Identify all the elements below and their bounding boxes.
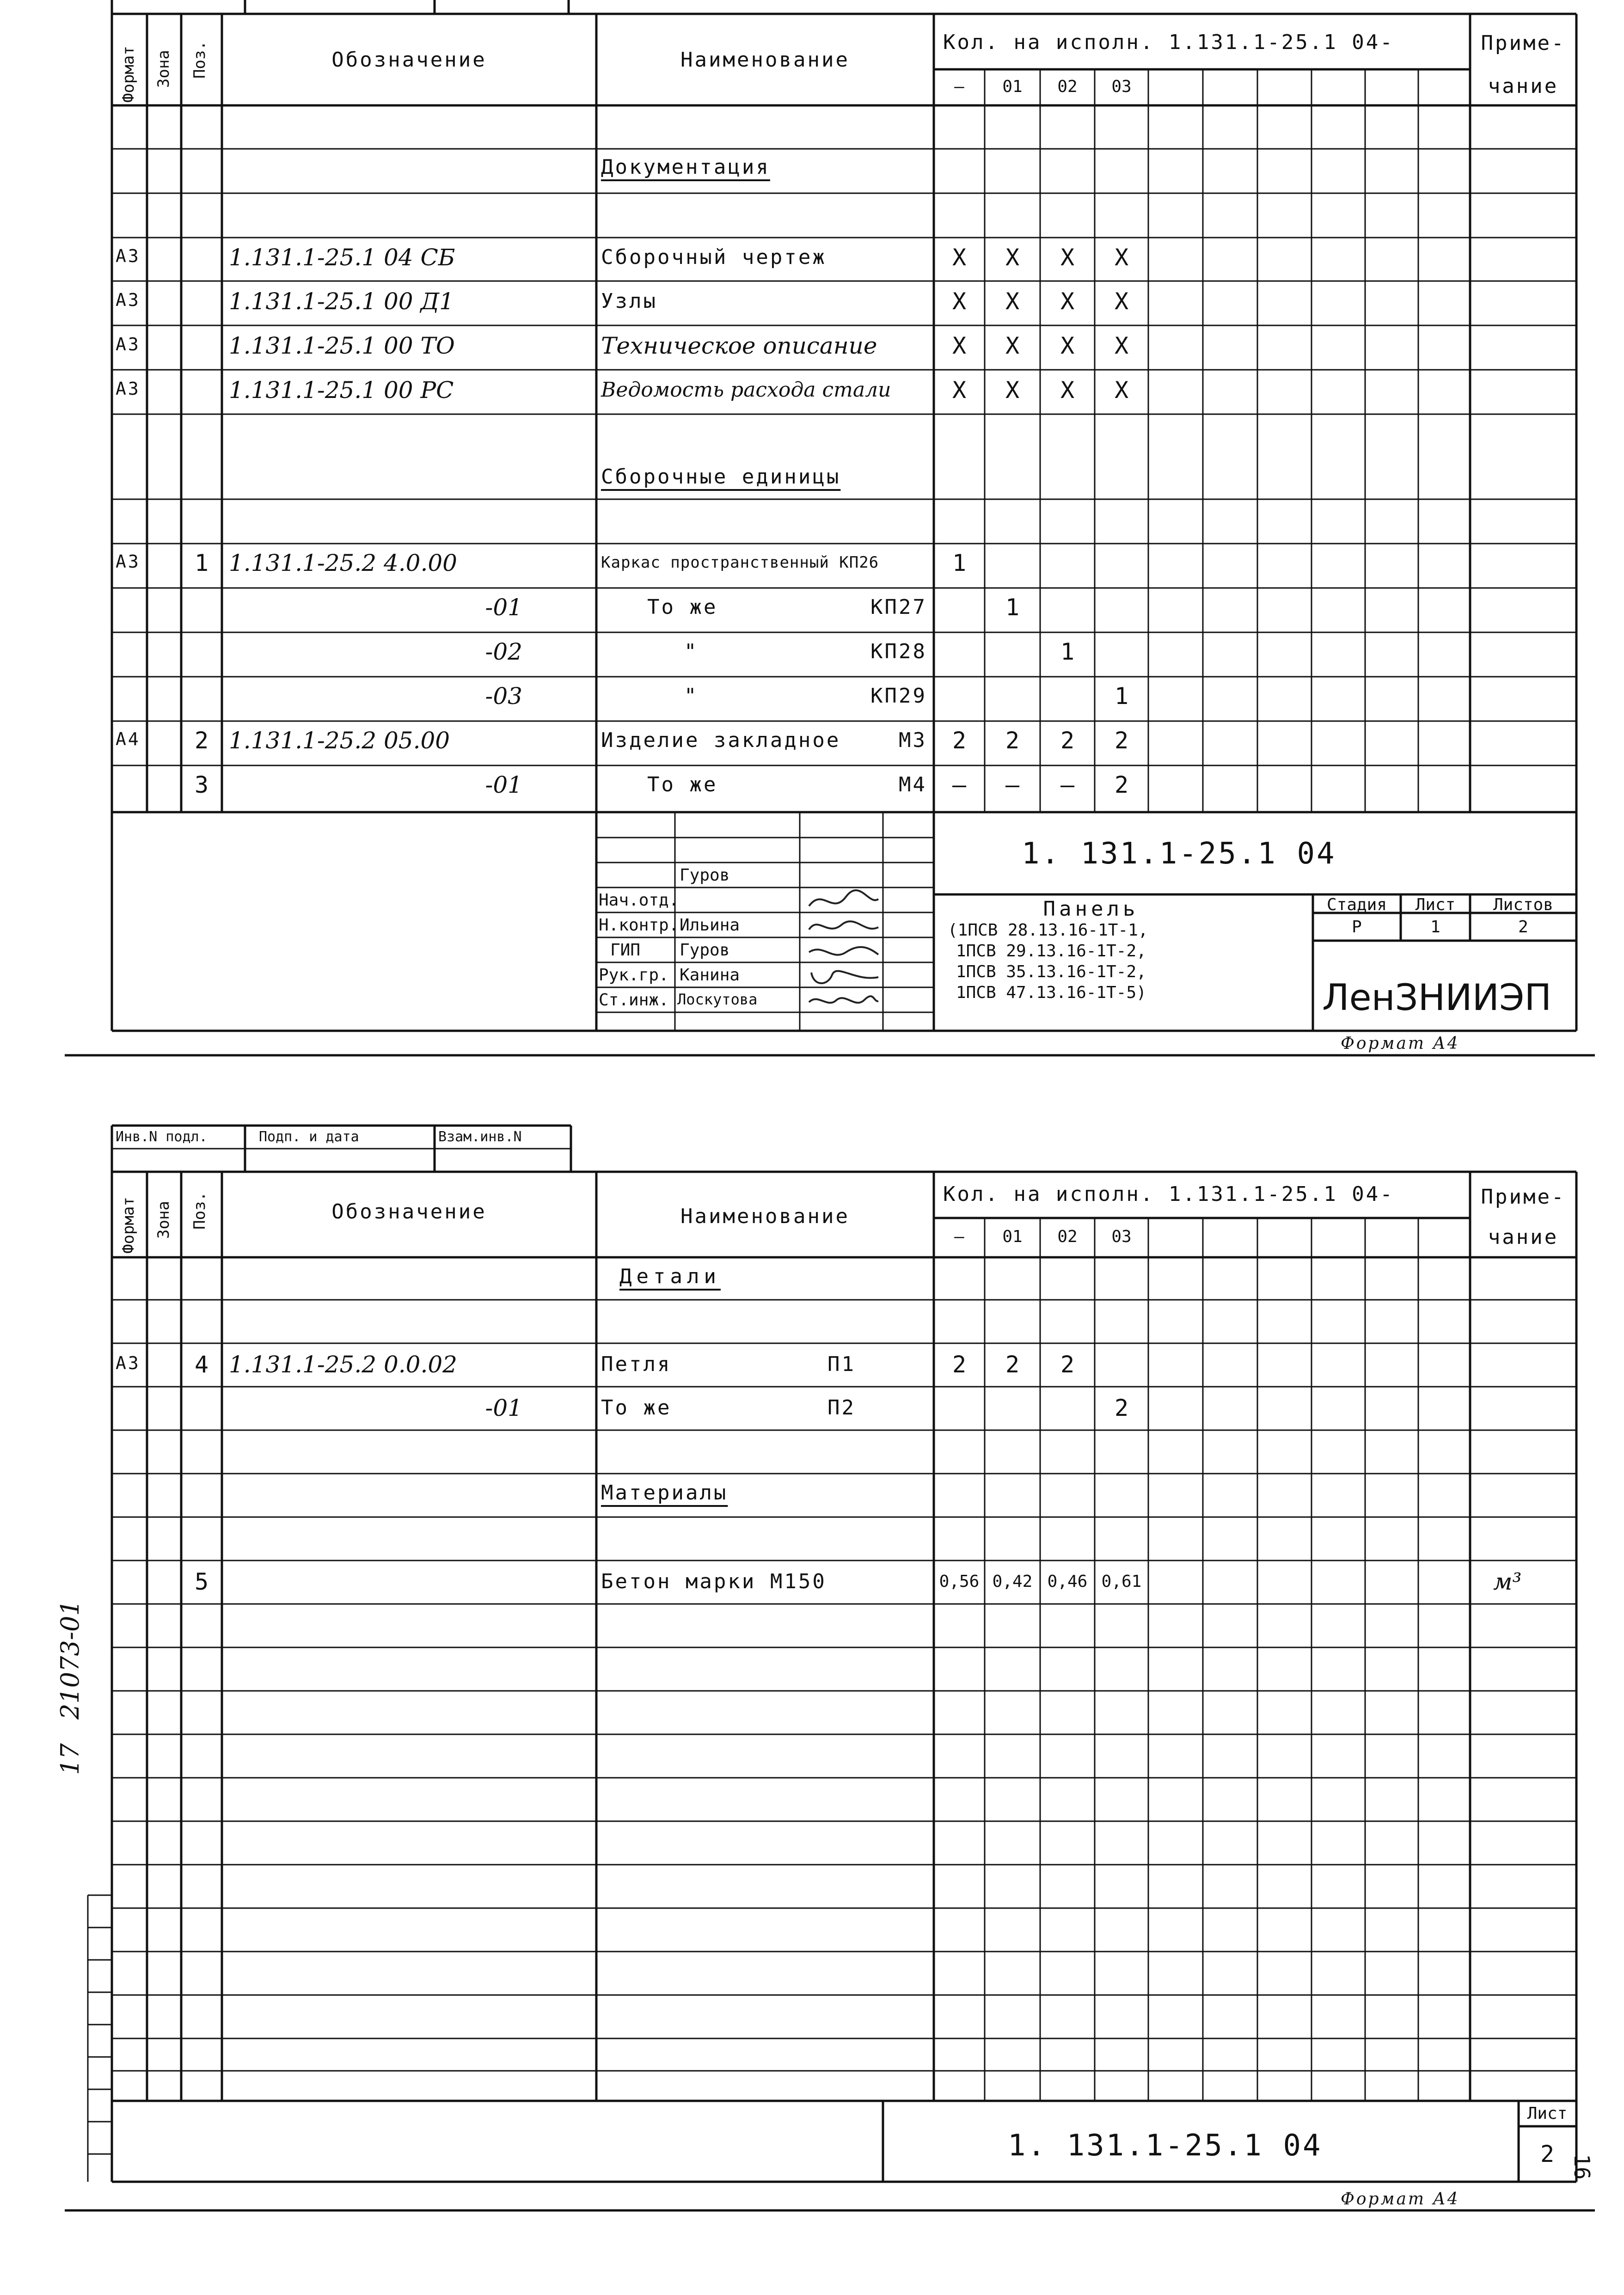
row-designation: 1.131.1-25.1 04 СБ (229, 244, 455, 271)
col-note-header: чание (1488, 1225, 1559, 1249)
qty-cell: 0,56 (939, 1572, 980, 1591)
stamp-role: Н.контр. (599, 916, 679, 935)
qty-cell: X (1060, 288, 1075, 315)
stamp-title: Панель (1043, 897, 1139, 921)
footer-doc-code: 1. 131.1-25.1 04 (1008, 2129, 1323, 2163)
qty-cell: X (952, 244, 967, 271)
col-note-header: чание (1488, 74, 1559, 98)
stamp-person: Ильина (680, 916, 740, 935)
row-designation: -03 (485, 683, 522, 710)
row-name: То же (647, 773, 718, 796)
row-format: А4 (116, 729, 141, 749)
variant-header: 01 (1002, 77, 1023, 96)
row-mark: КП29 (870, 684, 927, 708)
variant-header: — (954, 77, 964, 96)
row-designation: -02 (485, 638, 522, 665)
col-pos-header: Поз. (190, 41, 209, 79)
qty-cell: X (1005, 244, 1020, 271)
row-name: Изделие закладное (601, 728, 841, 752)
row-name: То же (647, 595, 718, 619)
sheet-2 (0, 1063, 1624, 2295)
stamp-role: Нач.отд. (599, 891, 679, 910)
qty-cell: 1 (952, 550, 967, 576)
signature-5 (804, 988, 883, 1021)
col-name-header: Наименование (680, 48, 850, 72)
variant-header: 03 (1111, 1227, 1132, 1246)
stamp-doc-code: 1. 131.1-25.1 04 (1022, 837, 1336, 871)
qty-cell: 2 (1060, 1351, 1075, 1378)
qty-cell: 2 (1005, 1351, 1020, 1378)
stamp-title-line: (1ПСВ 28.13.16-1Т-1, (948, 921, 1148, 940)
row-name: " (684, 640, 699, 663)
qty-cell: 2 (1060, 727, 1075, 754)
row-pos: 5 (194, 1568, 209, 1595)
side-stamp-sign-date: Подп. и дата (259, 1129, 359, 1145)
variant-header: 01 (1002, 1227, 1023, 1246)
qty-cell: 2 (1005, 727, 1020, 754)
col-qty-header: Кол. на исполн. 1.131.1-25.1 04- (943, 1182, 1394, 1206)
page-number-left: 17 (55, 1743, 85, 1775)
stamp-person: Канина (680, 966, 740, 985)
sheet-1 (0, 0, 1624, 1063)
archive-number: 21073-01 (55, 1600, 85, 1720)
variant-header: 03 (1111, 77, 1132, 96)
col-format-header: Формат (119, 46, 138, 103)
col-note-header: Приме- (1481, 31, 1566, 55)
row-format: А3 (116, 290, 141, 310)
qty-cell: 0,61 (1101, 1572, 1142, 1591)
row-pos: 1 (194, 550, 209, 576)
qty-cell: X (952, 288, 967, 315)
row-pos: 2 (194, 727, 209, 754)
section-documentation: Документация (601, 155, 770, 179)
row-designation: 1.131.1-25.2 0.0.02 (229, 1351, 457, 1378)
qty-cell: 2 (952, 1351, 967, 1378)
row-mark: П2 (827, 1396, 856, 1420)
row-name: То же (601, 1396, 672, 1420)
col-designation-header: Обозначение (331, 48, 487, 72)
stamp-sheets: 2 (1518, 918, 1528, 936)
stamp-sheet-label: Лист (1415, 895, 1456, 914)
row-mark: КП27 (870, 595, 927, 619)
row-designation: 1.131.1-25.2 05.00 (229, 727, 450, 754)
col-note-header: Приме- (1481, 1185, 1566, 1209)
qty-cell: 1 (1114, 683, 1129, 710)
stamp-stage: Р (1352, 918, 1362, 936)
row-note: м³ (1493, 1568, 1522, 1595)
row-designation: -01 (485, 1395, 522, 1421)
section-details: Детали (619, 1265, 721, 1288)
variant-header: 02 (1057, 77, 1078, 96)
row-mark: КП28 (870, 640, 927, 663)
qty-cell: X (1005, 288, 1020, 315)
row-name: Бетон марки М150 (601, 1570, 827, 1593)
row-format: А3 (116, 551, 141, 572)
col-format-header: Формат (119, 1197, 138, 1254)
stamp-role: Рук.гр. (599, 966, 669, 985)
row-name: Каркас пространственный КП26 (601, 553, 879, 572)
qty-cell: 2 (1114, 1395, 1129, 1421)
col-qty-header: Кол. на исполн. 1.131.1-25.1 04- (943, 31, 1394, 54)
row-name: Техническое описание (601, 332, 877, 359)
qty-cell: 2 (1114, 771, 1129, 798)
qty-cell: 2 (952, 727, 967, 754)
qty-cell: 1 (1005, 594, 1020, 621)
stamp-title-line: 1ПСВ 47.13.16-1Т-5) (956, 983, 1146, 1002)
footer-sheet-label: Лист (1527, 2104, 1568, 2123)
row-name: Узлы (601, 289, 657, 313)
qty-cell: X (952, 377, 967, 404)
row-designation: 1.131.1-25.1 00 Д1 (229, 288, 454, 315)
col-designation-header: Обозначение (331, 1200, 487, 1224)
section-assembly-units: Сборочные единицы (601, 465, 841, 489)
stamp-sheets-label: Листов (1493, 895, 1554, 914)
row-format: А3 (116, 334, 141, 355)
col-pos-header: Поз. (190, 1192, 209, 1230)
qty-cell: X (1060, 377, 1075, 404)
col-zone-header: Зона (154, 50, 173, 88)
qty-cell: X (1005, 377, 1020, 404)
format-label: Формат А4 (1341, 2190, 1460, 2209)
row-name: Ведомость расхода стали (601, 378, 891, 402)
side-stamp-replace: Взам.инв.N (438, 1129, 522, 1145)
qty-cell: 0,46 (1047, 1572, 1088, 1591)
format-label: Формат А4 (1341, 1034, 1460, 1053)
section-materials: Материалы (601, 1481, 728, 1505)
side-stamp-inv: Инв.N подл. (116, 1129, 208, 1145)
row-name: Петля (601, 1353, 672, 1376)
col-name-header: Наименование (680, 1205, 850, 1228)
row-pos: 4 (194, 1351, 209, 1378)
row-pos: 3 (194, 771, 209, 798)
row-designation: -01 (485, 594, 522, 621)
stamp-person: Лоскутова (677, 991, 758, 1008)
qty-cell: X (1005, 332, 1020, 359)
stamp-title-line: 1ПСВ 29.13.16-1Т-2, (956, 942, 1146, 961)
qty-cell: X (1114, 244, 1129, 271)
col-zone-header: Зона (154, 1201, 173, 1239)
qty-cell: X (1114, 332, 1129, 359)
qty-cell: X (1114, 288, 1129, 315)
stamp-title-line: 1ПСВ 35.13.16-1Т-2, (956, 962, 1146, 981)
row-name: " (684, 684, 699, 708)
qty-cell: — (952, 771, 967, 798)
row-mark: М4 (899, 773, 927, 796)
row-format: А3 (116, 246, 141, 266)
sheet-2-grid (0, 1063, 1624, 2295)
footer-sheet-number: 2 (1540, 2141, 1555, 2167)
qty-cell: 2 (1114, 727, 1129, 754)
row-designation: 1.131.1-25.2 4.0.00 (229, 550, 457, 576)
variant-header: 02 (1057, 1227, 1078, 1246)
qty-cell: 1 (1060, 638, 1075, 665)
row-mark: М3 (899, 728, 927, 752)
stamp-role: Ст.инж. (599, 991, 669, 1010)
qty-cell: X (1060, 332, 1075, 359)
qty-cell: X (1114, 377, 1129, 404)
stamp-sheet: 1 (1430, 918, 1440, 936)
row-designation: 1.131.1-25.1 00 ТО (229, 332, 455, 359)
row-name: Сборочный чертеж (601, 245, 827, 269)
stamp-stage-label: Стадия (1326, 895, 1387, 914)
row-format: А3 (116, 1353, 141, 1373)
stamp-person: Гуров (680, 866, 730, 885)
row-designation: 1.131.1-25.1 00 РС (229, 377, 454, 404)
row-designation: -01 (485, 771, 522, 798)
row-format: А3 (116, 379, 141, 399)
qty-cell: — (1005, 771, 1020, 798)
page-number-right: 16 (1569, 2154, 1594, 2180)
qty-cell: X (1060, 244, 1075, 271)
row-mark: П1 (827, 1353, 856, 1376)
stamp-person: Гуров (680, 941, 730, 960)
qty-cell: X (952, 332, 967, 359)
qty-cell: 0,42 (992, 1572, 1033, 1591)
stamp-role: ГИП (610, 941, 641, 960)
stamp-organization: ЛенЗНИИЭП (1322, 977, 1552, 1019)
qty-cell: — (1060, 771, 1075, 798)
variant-header: — (954, 1227, 964, 1246)
